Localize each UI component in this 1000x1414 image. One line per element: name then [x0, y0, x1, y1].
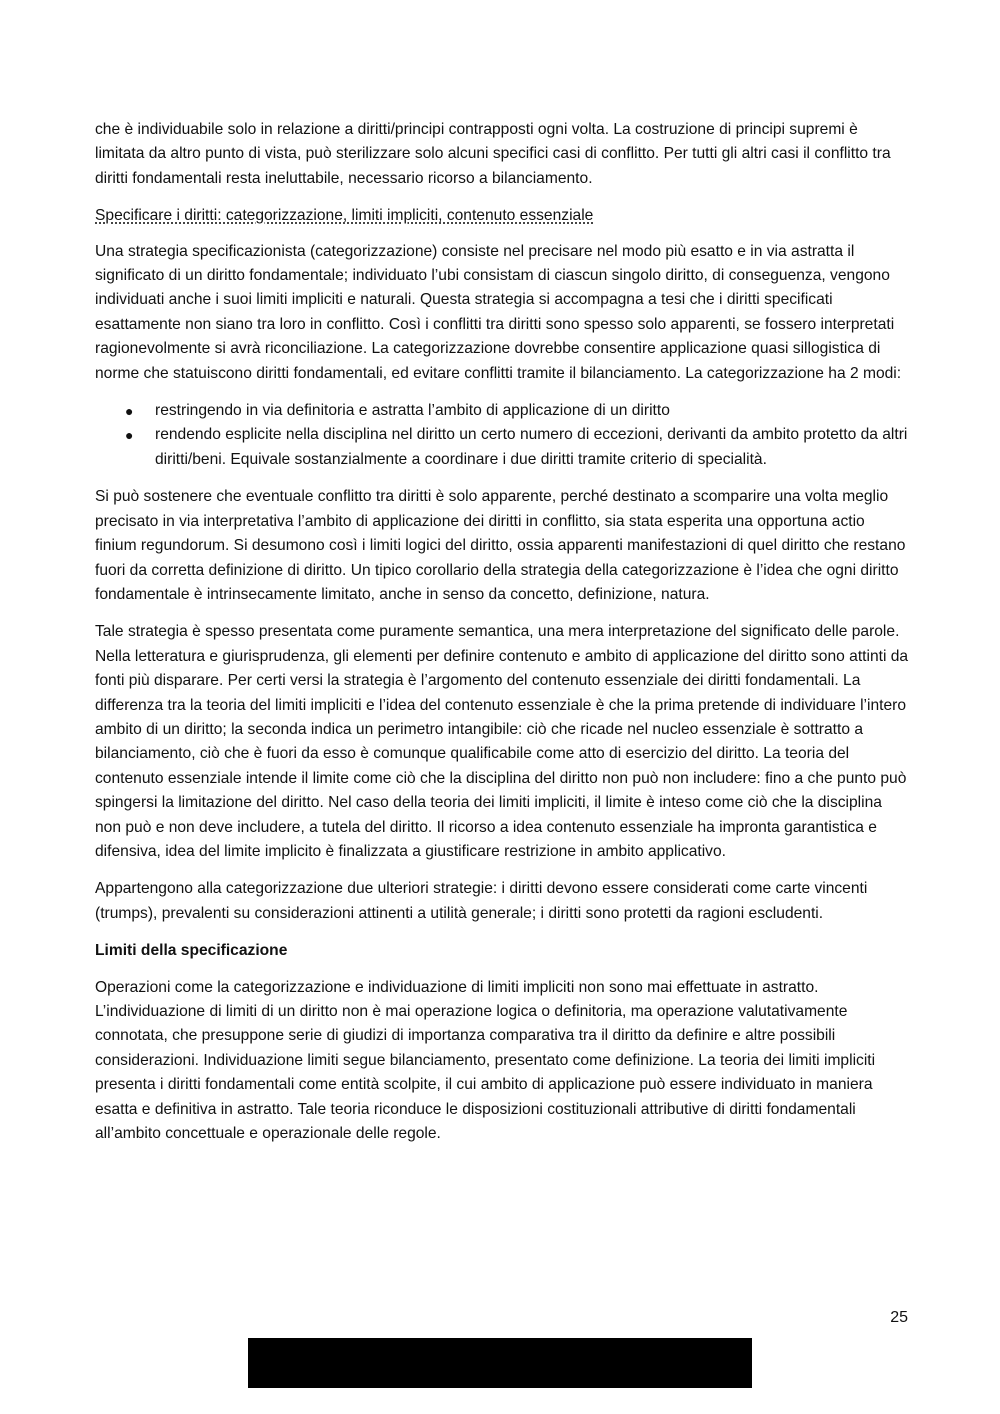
bullet-icon: ● — [125, 427, 134, 444]
paragraph-6: Operazioni come la categorizzazione e individuazione di limiti impliciti non sono mai effettuate in astratto. L’individuazione di limiti di un diritto non è mai operazione logica o definitoria, ma operazione valutativamente connotata, che presuppone serie di giudizi di importanza comparativa tra il diritto da definire e altre possibili considerazioni. Individuazione limiti segue bilanciamento, presentato come definizione. La teoria dei limiti impliciti presenta i diritti fondamentali come entità scolpite, il cui ambito di applicazione può essere individuato in maniera esatta e definitiva in astratto. Tale teoria riconduce le disposizioni costituzionali attributive di diritti fondamentali all’ambito concettuale e operazionale delle regole. — [95, 978, 876, 1143]
bullet-list — [95, 399, 910, 472]
page-number: 25 — [890, 1309, 908, 1326]
bullet-icon: ● — [125, 403, 134, 420]
document-body — [95, 118, 910, 1159]
paragraph-5: Appartengono alla categorizzazione due ulteriori strategie: i diritti devono essere considerati come carte vincenti (trumps), prevalenti su considerazioni attinenti a utilità generale; i diritti sono protetti da ragioni escludenti. — [95, 880, 868, 922]
section-heading-specificare: Specificare i diritti: categorizzazione, limiti impliciti, contenuto essenziale — [95, 207, 594, 225]
paragraph-2: Una strategia specificazionista (categorizzazione) consiste nel precisare nel modo più esatto e in via astratta il significato di un diritto fondamentale; individuato l’ubi consistam di ciascun singolo diritto, di conseguenza, vengono individuati anche i suoi limiti impliciti e naturali. Questa strategia si accompagna a tesi che i diritti specificati esattamente non siano tra loro in conflitto. Così i conflitti tra diritti sono spesso solo apparenti, se fossero interpretati ragionevolmente si avrà riconciliazione. La categorizzazione dovrebbe consentire applicazione quasi sillogistica di norme che statuiscono diritti fondamentali, ed evitare conflitti tramite il bilanciamento. La categorizzazione ha 2 modi: — [95, 242, 902, 382]
paragraph-1: che è individuabile solo in relazione a diritti/principi contrapposti ogni volta. La costruzione di principi supremi è limitata da altro punto di vista, può sterilizzare solo alcuni specifici casi di conflitto. Per tutti gli altri casi il conflitto tra diritti fondamentali resta ineluttabile, necessario ricorso a bilanciamento. — [95, 121, 891, 187]
paragraph-3: Si può sostenere che eventuale conflitto tra diritti è solo apparente, perché destinato a scomparire una volta meglio precisato in via interpretativa l’ambito di applicazione dei diritti in conflitto, sia stata esperita una opportuna actio finium regundorum. Si desumono così i limiti logici del diritto, ossia apparenti manifestazioni di quel diritto che restano fuori da corretta definizione di diritto. Un tipico corollario della strategia della categorizzazione è l’idea che ogni diritto fondamentale è intrinsecamente limitato, anche in senso da concetto, definizione, natura. — [95, 488, 906, 603]
paragraph-4: Tale strategia è spesso presentata come puramente semantica, una mera interpretazione del significato delle parole. Nella letteratura e giurisprudenza, gli elementi per definire contenuto e ambito di applicazione del diritto sono attinti da fonti più disparare. Per certi versi la strategia è l’argomento del contenuto essenziale dei diritti fondamentali. La differenza tra la teoria del limiti impliciti e l’idea del contenuto essenziale è che la prima pretende di individuare l’intero ambito di un diritto; la seconda indica un perimetro intangibile: ciò che ricade nel nucleo essenziale è sottratto a bilanciamento, ciò che è fuori da esso è comunque qualificabile come atto di esercizio del diritto. La teoria del contenuto essenziale intende il limite come ciò che la disciplina del diritto non può non includere: fino a che punto può spingersi la limitazione del diritto. Nel caso della teoria dei limiti impliciti, il limite è inteso come ciò che la disciplina non può e non deve includere, a tutela del diritto. Il ricorso a idea contenuto essenziale ha impronta garantistica e difensiva, idea del limite implicito è finalizzata a giustificare restrizione in ambito applicativo. — [95, 623, 909, 860]
list-item-text: restringendo in via definitoria e astratta l’ambito di applicazione di un diritto — [155, 402, 670, 420]
list-item-text: rendendo esplicite nella disciplina nel diritto un certo numero di eccezioni, derivanti da ambito protetto da altri diritti/beni. Equivale sostanzialmente a coordinare i due diritti tramite criterio di specialità. — [155, 426, 908, 468]
list-item — [95, 423, 910, 472]
section-heading-limiti: Limiti della specificazione — [95, 942, 288, 960]
list-item — [95, 399, 910, 423]
footer-redaction-bar — [248, 1338, 752, 1388]
